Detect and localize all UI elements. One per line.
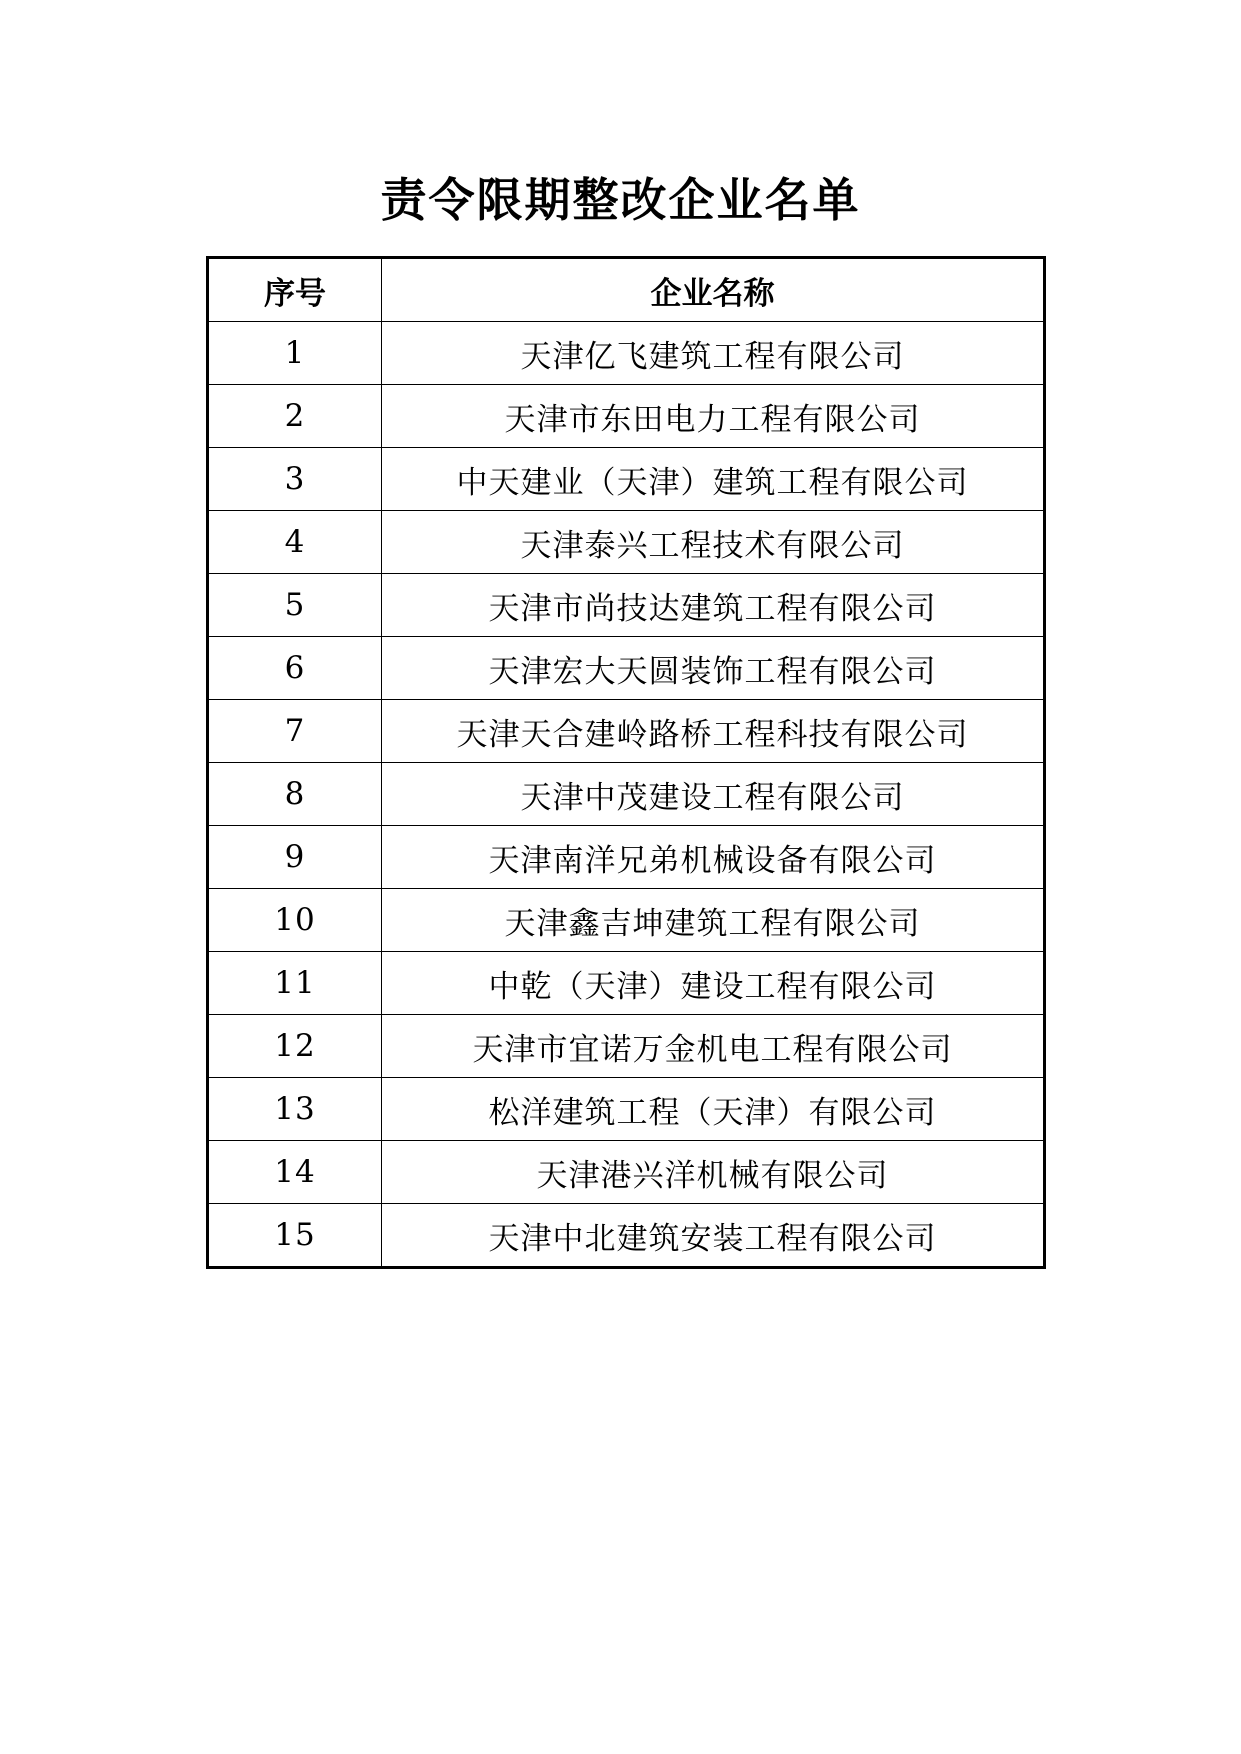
row-index: 12 xyxy=(208,1015,382,1078)
row-company-name: 中天建业（天津）建筑工程有限公司 xyxy=(382,448,1045,511)
row-company-name: 中乾（天津）建设工程有限公司 xyxy=(382,952,1045,1015)
table-row xyxy=(208,511,1045,574)
table-row xyxy=(208,826,1045,889)
row-company-name: 天津南洋兄弟机械设备有限公司 xyxy=(382,826,1045,889)
row-company-name: 天津港兴洋机械有限公司 xyxy=(382,1141,1045,1204)
table-row xyxy=(208,952,1045,1015)
company-table xyxy=(206,256,1046,1269)
table-row xyxy=(208,1141,1045,1204)
row-company-name: 天津市宜诺万金机电工程有限公司 xyxy=(382,1015,1045,1078)
row-company-name: 天津市尚技达建筑工程有限公司 xyxy=(382,574,1045,637)
header-index: 序号 xyxy=(208,258,382,322)
table-row xyxy=(208,889,1045,952)
row-company-name: 松洋建筑工程（天津）有限公司 xyxy=(382,1078,1045,1141)
row-index: 7 xyxy=(208,700,382,763)
header-company-name: 企业名称 xyxy=(382,258,1045,322)
table-row xyxy=(208,763,1045,826)
table-header-row xyxy=(208,258,1045,322)
table-row xyxy=(208,700,1045,763)
row-index: 15 xyxy=(208,1204,382,1268)
table-row xyxy=(208,448,1045,511)
row-index: 8 xyxy=(208,763,382,826)
row-company-name: 天津市东田电力工程有限公司 xyxy=(382,385,1045,448)
table-row xyxy=(208,574,1045,637)
table-row xyxy=(208,1015,1045,1078)
table-row xyxy=(208,1204,1045,1268)
row-company-name: 天津中茂建设工程有限公司 xyxy=(382,763,1045,826)
row-index: 9 xyxy=(208,826,382,889)
row-index: 4 xyxy=(208,511,382,574)
table-row xyxy=(208,637,1045,700)
row-index: 5 xyxy=(208,574,382,637)
row-index: 2 xyxy=(208,385,382,448)
row-index: 13 xyxy=(208,1078,382,1141)
row-company-name: 天津中北建筑安装工程有限公司 xyxy=(382,1204,1045,1268)
row-company-name: 天津亿飞建筑工程有限公司 xyxy=(382,322,1045,385)
row-index: 6 xyxy=(208,637,382,700)
row-company-name: 天津泰兴工程技术有限公司 xyxy=(382,511,1045,574)
page-title: 责令限期整改企业名单 xyxy=(380,173,861,227)
table-row xyxy=(208,1078,1045,1141)
row-index: 10 xyxy=(208,889,382,952)
row-company-name: 天津宏大天圆装饰工程有限公司 xyxy=(382,637,1045,700)
row-company-name: 天津鑫吉坤建筑工程有限公司 xyxy=(382,889,1045,952)
table-row xyxy=(208,385,1045,448)
row-index: 14 xyxy=(208,1141,382,1204)
row-index: 11 xyxy=(208,952,382,1015)
table-row xyxy=(208,322,1045,385)
row-company-name: 天津天合建岭路桥工程科技有限公司 xyxy=(382,700,1045,763)
row-index: 3 xyxy=(208,448,382,511)
row-index: 1 xyxy=(208,322,382,385)
